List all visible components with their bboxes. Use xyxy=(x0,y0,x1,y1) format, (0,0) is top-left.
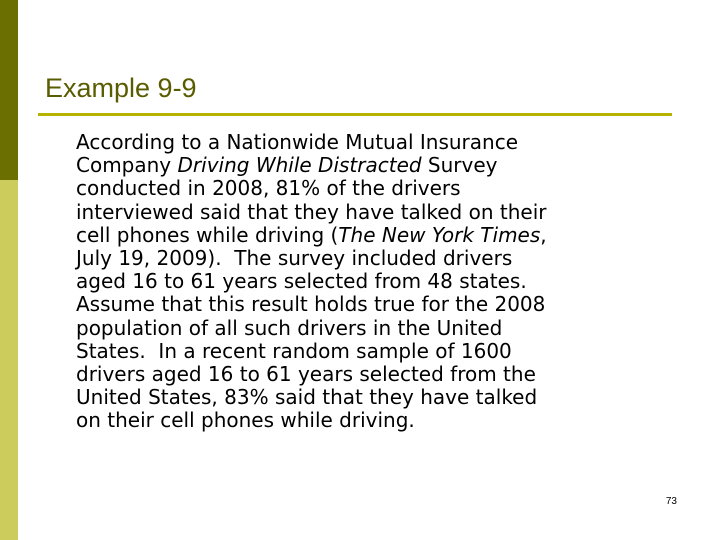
accent-bar-bottom xyxy=(0,180,18,540)
text-segment: population of all such drivers in the United xyxy=(76,315,503,340)
text-segment: cell phones while driving ( xyxy=(76,222,339,247)
italic-text: Driving While Distracted xyxy=(177,153,422,178)
text-segment: conducted in 2008, 81% of the drivers xyxy=(76,176,461,201)
page-number: 73 xyxy=(665,496,677,507)
slide-body-text xyxy=(76,131,676,433)
text-segment: aged 16 to 61 years selected from 48 states. xyxy=(76,269,527,294)
text-segment: Company xyxy=(76,153,178,178)
text-segment: interviewed said that they have talked on their xyxy=(76,199,547,224)
body-line xyxy=(76,386,676,409)
body-line xyxy=(76,131,676,154)
body-line xyxy=(76,270,676,293)
body-line xyxy=(76,293,676,316)
body-line xyxy=(76,363,676,386)
text-segment: Assume that this result holds true for the 2008 xyxy=(76,292,546,317)
italic-text: The New York Times xyxy=(338,222,541,247)
text-segment: on their cell phones while driving. xyxy=(76,408,415,433)
text-segment: According to a Nationwide Mutual Insurance xyxy=(76,130,519,154)
body-line xyxy=(76,154,676,177)
text-segment: , xyxy=(540,222,547,247)
body-line xyxy=(76,247,676,270)
body-line xyxy=(76,317,676,340)
body-line xyxy=(76,409,676,432)
text-segment: July 19, 2009). The survey included drivers xyxy=(76,246,513,271)
body-line xyxy=(76,340,676,363)
title-underline xyxy=(38,113,672,116)
text-segment: drivers aged 16 to 61 years selected from the xyxy=(76,362,536,387)
body-line xyxy=(76,224,676,247)
body-line xyxy=(76,201,676,224)
slide-title: Example 9-9 xyxy=(45,73,197,103)
text-segment: Survey xyxy=(421,153,498,178)
accent-bar-top xyxy=(0,0,18,180)
text-segment: United States, 83% said that they have talked xyxy=(76,385,538,410)
text-segment: States. In a recent random sample of 1600 xyxy=(76,338,512,363)
body-line xyxy=(76,177,676,200)
